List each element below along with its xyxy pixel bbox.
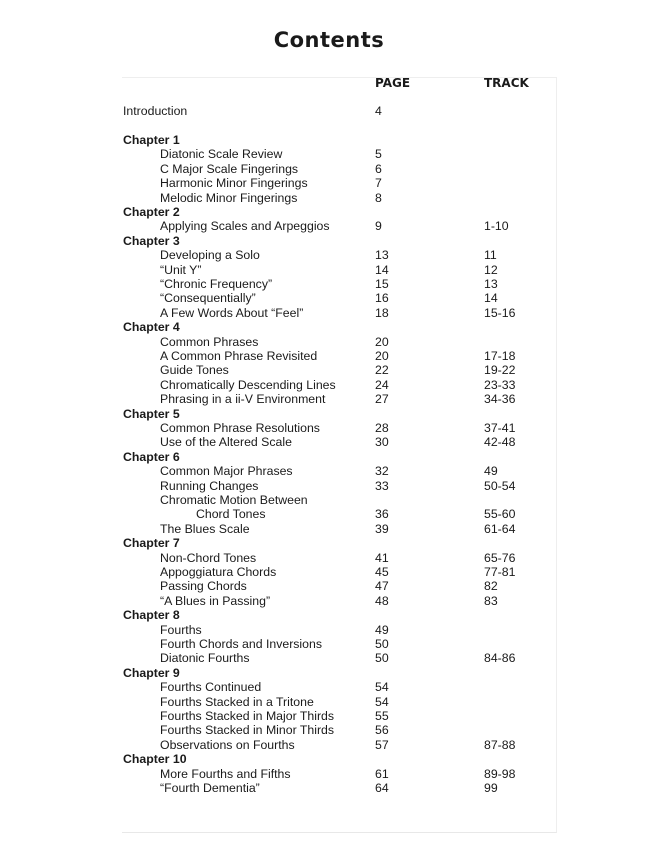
toc-entry	[0, 363, 648, 378]
entry-track: 87-88	[484, 737, 516, 752]
entry-track: 49	[484, 464, 498, 479]
toc-entry	[0, 651, 648, 666]
toc-entry	[0, 248, 648, 263]
entry-track: 17-18	[484, 349, 516, 363]
entry-track: 15-16	[484, 305, 516, 320]
chapter-heading	[0, 407, 648, 422]
entry-track: 12	[484, 262, 498, 277]
entry-title: Applying Scales and Arpeggios	[160, 219, 330, 234]
chapter-heading	[0, 536, 648, 551]
entry-page: 27	[375, 392, 389, 407]
entry-title: More Fourths and Fifths	[160, 766, 291, 781]
entry-title: Fourths	[160, 622, 202, 637]
entry-title: Fourths Stacked in Major Thirds	[160, 709, 335, 723]
entry-page: 30	[375, 435, 389, 450]
entry-page: 48	[375, 593, 389, 608]
entry-title: Chapter 9	[123, 665, 180, 680]
entry-title: “Consequentially”	[160, 291, 256, 306]
page-title: Contents	[273, 28, 385, 52]
entry-page: 9	[375, 219, 382, 234]
entry-track: 77-81	[484, 565, 516, 579]
toc-entry	[0, 637, 648, 652]
entry-track: 42-48	[484, 435, 516, 450]
entry-title: Diatonic Fourths	[160, 651, 250, 666]
entry-track: 61-64	[484, 521, 516, 536]
toc-entry	[0, 291, 648, 306]
entry-page: 28	[375, 421, 389, 435]
entry-title: Phrasing in a ii-V Environment	[160, 392, 326, 407]
entry-page: 56	[375, 723, 389, 738]
entry-title: Melodic Minor Fingerings	[160, 190, 298, 205]
entry-track: 89-98	[484, 766, 516, 781]
toc-entry	[0, 695, 648, 710]
toc-entry	[0, 306, 648, 321]
entry-track: 99	[484, 781, 498, 795]
entry-page: 49	[375, 622, 389, 637]
entry-title: Chapter 5	[123, 406, 180, 421]
entry-track: 84-86	[484, 651, 516, 666]
entry-page: 36	[375, 507, 389, 522]
entry-page: 54	[375, 694, 389, 709]
chapter-heading	[0, 666, 648, 681]
entry-track: 37-41	[484, 421, 516, 435]
entry-page: 64	[375, 781, 389, 795]
entry-page: 32	[375, 464, 389, 479]
entry-track: 65-76	[484, 550, 516, 565]
toc-entry	[0, 435, 648, 450]
entry-title: Fourths Stacked in Minor Thirds	[160, 723, 335, 738]
entry-track: 13	[484, 277, 498, 291]
entry-page: 7	[375, 176, 382, 191]
entry-page: 18	[375, 305, 389, 320]
entry-page: 4	[375, 104, 382, 118]
entry-title: Passing Chords	[160, 579, 247, 594]
entry-title: Fourths Continued	[160, 680, 262, 695]
entry-page: 47	[375, 579, 389, 594]
toc-entry	[0, 479, 648, 494]
entry-title: Chapter 1	[123, 133, 180, 147]
entry-title: Chord Tones	[196, 507, 266, 522]
entry-title: C Major Scale Fingerings	[160, 161, 299, 176]
toc-entry	[0, 219, 648, 234]
entry-track: 34-36	[484, 392, 516, 407]
chapter-heading	[0, 752, 648, 767]
entry-page: 57	[375, 737, 389, 752]
entry-page: 8	[375, 190, 382, 205]
entry-track: 11	[484, 248, 497, 263]
entry-page: 13	[375, 248, 389, 263]
toc-entry	[0, 522, 648, 537]
toc-entry	[0, 147, 648, 162]
toc-entry	[0, 781, 648, 796]
entry-title: “Unit Y”	[160, 262, 202, 277]
entry-title: Chromatically Descending Lines	[160, 377, 336, 392]
entry-title: Harmonic Minor Fingerings	[160, 176, 308, 191]
entry-track: 83	[484, 593, 498, 608]
entry-page: 6	[375, 161, 382, 176]
chapter-heading	[0, 608, 648, 623]
entry-page: 39	[375, 521, 389, 536]
chapter-heading	[0, 133, 648, 148]
entry-title: Common Phrase Resolutions	[160, 421, 320, 435]
toc-entry	[0, 378, 648, 393]
entry-track: 23-33	[484, 377, 516, 392]
entry-page: 50	[375, 637, 389, 651]
toc-entry	[0, 565, 648, 580]
entry-title: Guide Tones	[160, 363, 229, 378]
entry-page: 61	[375, 766, 389, 781]
entry-title: “A Blues in Passing”	[160, 593, 271, 608]
entry-title: Fourth Chords and Inversions	[160, 637, 322, 651]
entry-title: Chapter 3	[123, 233, 180, 248]
entry-title: Appoggiatura Chords	[160, 565, 277, 579]
toc-entry	[0, 349, 648, 364]
entry-title: A Few Words About “Feel”	[160, 305, 304, 320]
entry-page: 5	[375, 147, 382, 162]
entry-page: 15	[375, 277, 389, 291]
toc-entry	[0, 551, 648, 566]
entry-title: Developing a Solo	[160, 248, 260, 263]
toc-entry	[0, 104, 648, 119]
entry-page: 41	[375, 550, 389, 565]
toc-entry	[0, 335, 648, 350]
entry-page: 54	[375, 680, 389, 695]
entry-page: 20	[375, 349, 389, 363]
entry-title: Observations on Fourths	[160, 737, 295, 752]
entry-title: Common Phrases	[160, 334, 259, 349]
entry-title: Diatonic Scale Review	[160, 147, 283, 162]
entry-title: “Chronic Frequency”	[160, 277, 273, 291]
entry-track: 50-54	[484, 478, 516, 493]
page-column-header: PAGE	[375, 76, 411, 90]
toc-entry	[0, 493, 648, 508]
entry-page: 16	[375, 291, 389, 306]
entry-page: 45	[375, 565, 389, 579]
entry-track: 14	[484, 291, 498, 306]
entry-page: 55	[375, 709, 389, 723]
entry-title: Running Changes	[160, 478, 259, 493]
chapter-heading	[0, 450, 648, 465]
toc-entry	[0, 738, 648, 753]
track-column-header: TRACK	[484, 76, 529, 90]
entry-page: 22	[375, 363, 389, 378]
toc-entry	[0, 464, 648, 479]
toc-entry	[0, 176, 648, 191]
entry-track: 19-22	[484, 363, 516, 378]
toc-entry	[0, 191, 648, 206]
entry-page: 50	[375, 651, 389, 666]
toc-entry	[0, 594, 648, 609]
toc-entry	[0, 623, 648, 638]
toc-entry	[0, 723, 648, 738]
toc-entry	[0, 709, 648, 724]
entry-title: Fourths Stacked in a Tritone	[160, 694, 314, 709]
toc-entry	[0, 680, 648, 695]
toc-entry	[0, 392, 648, 407]
entry-title: Chapter 10	[123, 752, 187, 767]
entry-title: Non-Chord Tones	[160, 550, 257, 565]
entry-page: 14	[375, 262, 389, 277]
toc-entry	[0, 421, 648, 436]
toc-entry	[0, 767, 648, 782]
entry-title: Introduction	[123, 104, 188, 118]
entry-page: 33	[375, 478, 389, 493]
chapter-heading	[0, 205, 648, 220]
entry-title: Chapter 6	[123, 449, 180, 464]
entry-track: 55-60	[484, 507, 516, 522]
entry-title: Chapter 8	[123, 608, 180, 623]
entry-page: 20	[375, 334, 389, 349]
chapter-heading	[0, 320, 648, 335]
entry-title: Common Major Phrases	[160, 464, 293, 479]
toc-entry	[0, 277, 648, 292]
entry-title: Use of the Altered Scale	[160, 435, 292, 450]
entry-page: 24	[375, 377, 389, 392]
toc-entry	[0, 579, 648, 594]
entry-title: Chapter 7	[123, 536, 180, 551]
entry-title: Chapter 2	[123, 205, 180, 219]
entry-title: Chromatic Motion Between	[160, 493, 308, 507]
entry-title: Chapter 4	[123, 320, 180, 335]
toc-entry	[0, 162, 648, 177]
toc-entry	[0, 263, 648, 278]
entry-track: 1-10	[484, 219, 509, 234]
entry-title: A Common Phrase Revisited	[160, 349, 318, 363]
chapter-heading	[0, 234, 648, 249]
toc-entry	[0, 507, 648, 522]
entry-title: “Fourth Dementia”	[160, 781, 260, 795]
entry-track: 82	[484, 579, 498, 594]
entry-title: The Blues Scale	[160, 521, 250, 536]
